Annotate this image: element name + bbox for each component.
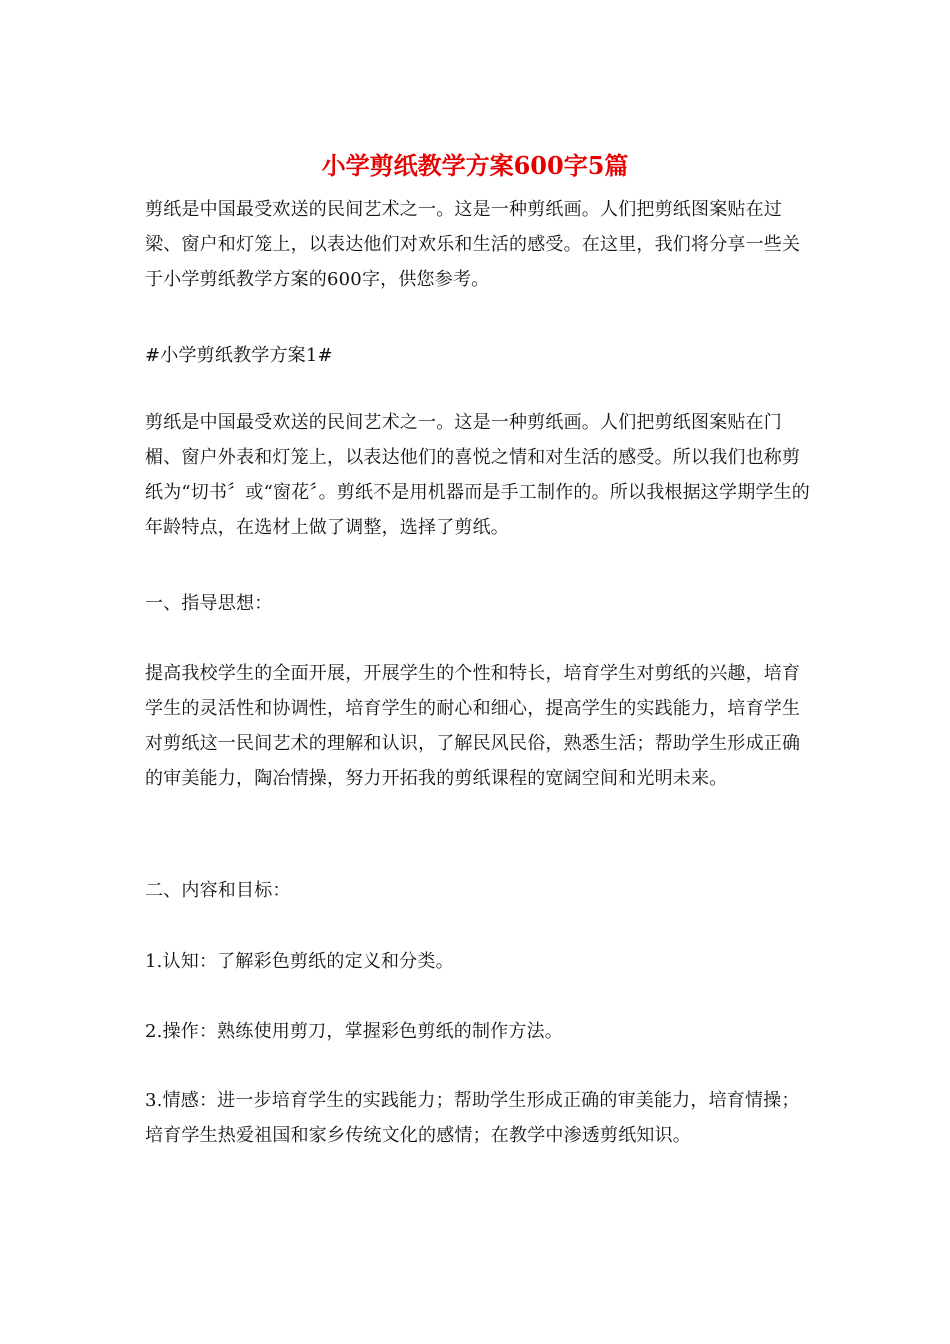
goal-item-cognition: 1.认知：了解彩色剪纸的定义和分类。	[145, 951, 454, 972]
guiding-ideology-paragraph: 提高我校学生的全面开展，开展学生的个性和特长，培育学生对剪纸的兴趣，培育学生的灵活性和协调性，培育学生的耐心和细心，提高学生的实践能力，培育学生对剪纸这一民间艺术的理解和认识，了解民风民俗，熟悉生活；帮助学生形成正确的审美能力，陶冶情操，努力开拓我的剪纸课程的宽阔空间和光明未来。	[145, 663, 801, 789]
plan-1-intro-paragraph: 剪纸是中国最受欢送的民间艺术之一。这是一种剪纸画。人们把剪纸图案贴在门楣、窗户外表和灯笼上，以表达他们的喜悦之情和对生活的感受。所以我们也称剪纸为“切书〞或“窗花〞。剪纸不是用机器而是手工制作的。所以我根据这学期学生的年龄特点，在选材上做了调整，选择了剪纸。	[145, 412, 811, 538]
goal-item-operation: 2.操作：熟练使用剪刀，掌握彩色剪纸的制作方法。	[145, 1021, 563, 1042]
section-heading-plan-1: #小学剪纸教学方案1#	[145, 345, 333, 366]
heading-content-goals: 二、内容和目标：	[145, 880, 291, 901]
heading-guiding-ideology: 一、指导思想：	[145, 593, 273, 614]
intro-paragraph: 剪纸是中国最受欢送的民间艺术之一。这是一种剪纸画。人们把剪纸图案贴在过梁、窗户和灯笼上，以表达他们对欢乐和生活的感受。在这里，我们将分享一些关于小学剪纸教学方案的600字，供您参考。	[145, 199, 801, 290]
document-title: 小学剪纸教学方案600字5篇	[321, 151, 629, 180]
goal-item-emotion: 3.情感：进一步培育学生的实践能力；帮助学生形成正确的审美能力，培育情操；培育学生热爱祖国和家乡传统文化的感情；在教学中渗透剪纸知识。	[145, 1090, 800, 1146]
